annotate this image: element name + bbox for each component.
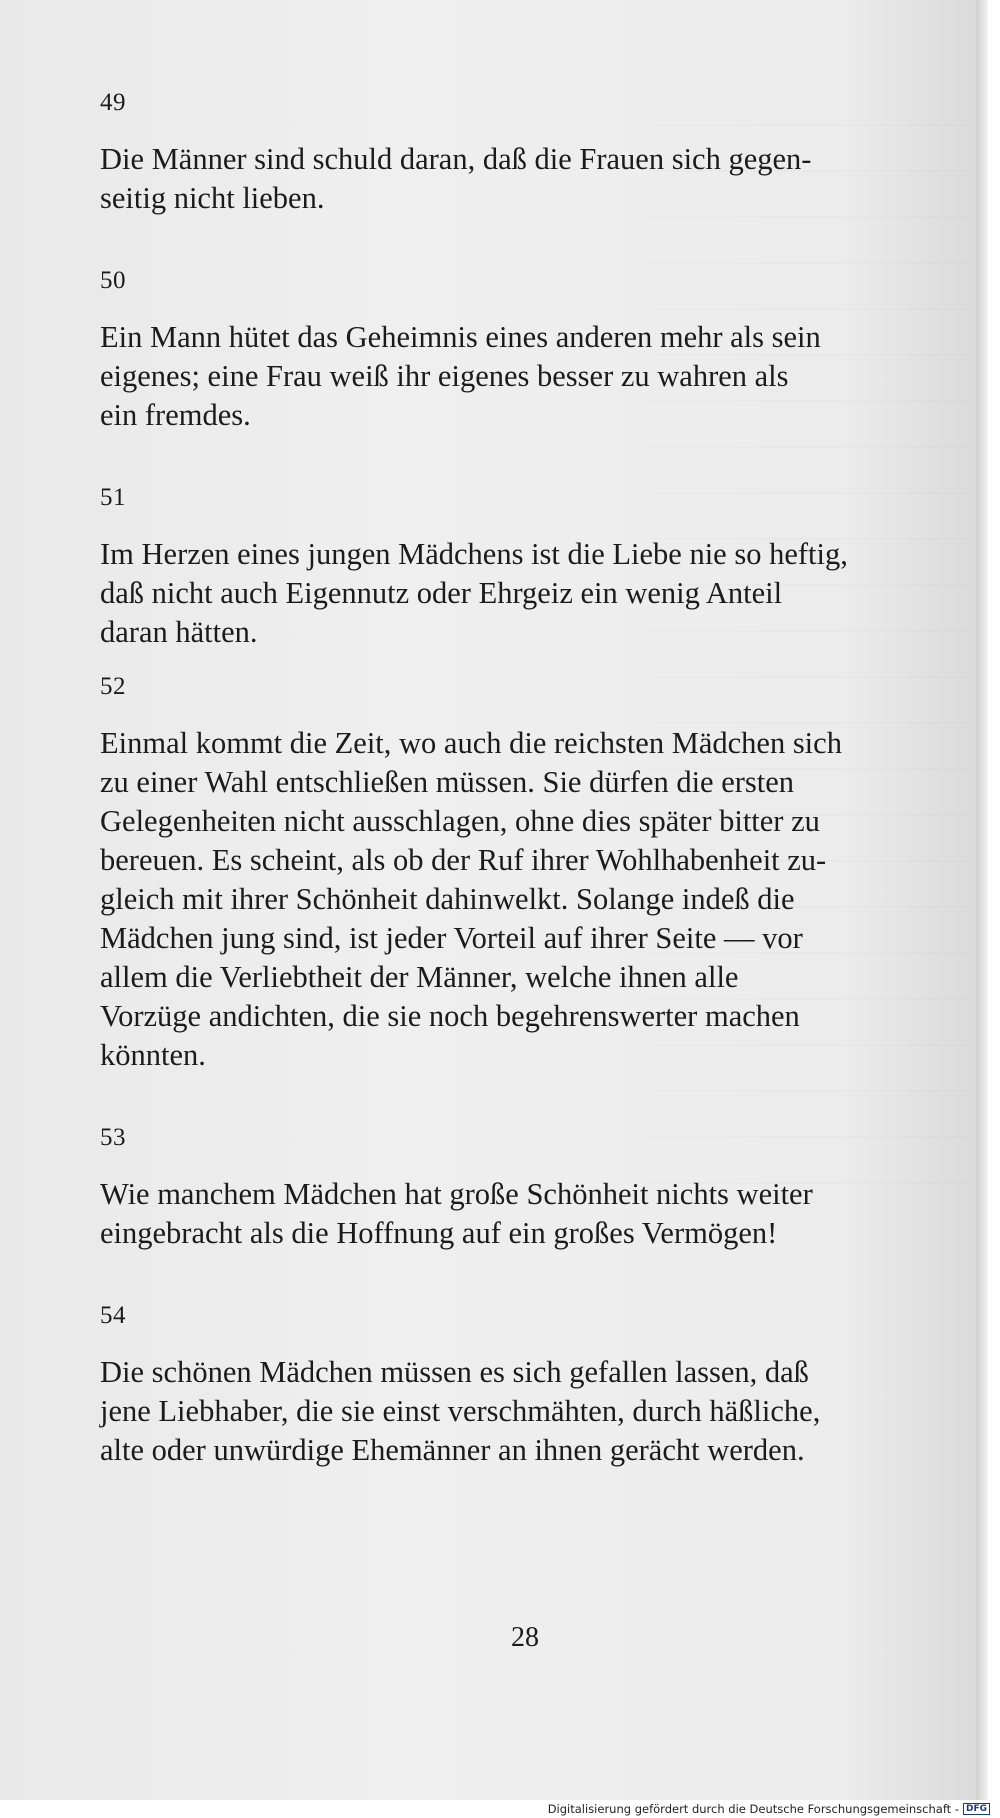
text-line: seitig nicht lieben. (100, 181, 325, 215)
text-line: zu einer Wahl entschließen müssen. Sie dürfen die ersten (100, 765, 795, 799)
aphorism-53 (100, 1123, 970, 1253)
text-line: daran hätten. (100, 615, 258, 649)
aphorism-51 (100, 483, 970, 652)
text-line: alte oder unwürdige Ehemänner an ihnen gerächt werden. (100, 1433, 805, 1467)
aphorism-52 (100, 672, 970, 1075)
text-line: Gelegenheiten nicht ausschlagen, ohne dies später bitter zu (100, 804, 820, 838)
text-line: könnten. (100, 1038, 206, 1072)
text-line: Die Männer sind schuld daran, daß die Frauen sich gegen- (100, 142, 812, 176)
aphorism-number: 54 (100, 1302, 126, 1329)
text-line: Wie manchem Mädchen hat große Schönheit nichts weiter (100, 1177, 813, 1211)
text-line: Im Herzen eines jungen Mädchens ist die Liebe nie so heftig, (100, 537, 848, 571)
text-line: Vorzüge andichten, die sie noch begehrenswerter machen (100, 999, 800, 1033)
aphorism-49 (100, 88, 970, 218)
aphorism-text (100, 1175, 970, 1253)
aphorism-text (100, 318, 970, 435)
aphorism-number: 51 (100, 484, 126, 511)
aphorism-number: 49 (100, 89, 126, 116)
aphorism-number: 53 (100, 1124, 126, 1151)
text-line: eingebracht als die Hoffnung auf ein großes Vermögen! (100, 1216, 778, 1250)
aphorism-text (100, 1353, 970, 1470)
text-line: gleich mit ihrer Schönheit dahinwelkt. Solange indeß die (100, 882, 795, 916)
text-line: allem die Verliebtheit der Männer, welche ihnen alle (100, 960, 739, 994)
page-number: 28 (511, 1622, 539, 1653)
text-line: Mädchen jung sind, ist jeder Vorteil auf ihrer Seite — vor (100, 921, 803, 955)
aphorism-text (100, 724, 970, 1075)
aphorism-50 (100, 266, 970, 435)
page-content (100, 88, 970, 1470)
credit-text: Digitalisierung gefördert durch die Deutsche Forschungsgemeinschaft - (547, 1802, 959, 1816)
text-line: Ein Mann hütet das Geheimnis eines anderen mehr als sein (100, 320, 821, 354)
digitization-credit (548, 1802, 990, 1816)
aphorism-number: 50 (100, 267, 126, 294)
text-line: eigenes; eine Frau weiß ihr eigenes besser zu wahren als (100, 359, 789, 393)
text-line: Einmal kommt die Zeit, wo auch die reichsten Mädchen sich (100, 726, 842, 760)
text-line: bereuen. Es scheint, als ob der Ruf ihrer Wohlhabenheit zu- (100, 843, 827, 877)
text-line: jene Liebhaber, die sie einst verschmähten, durch häßliche, (100, 1394, 821, 1428)
page-edge-shadow (976, 0, 988, 1800)
dfg-logo: DFG (963, 1803, 990, 1815)
aphorism-text (100, 535, 970, 652)
text-line: daß nicht auch Eigennutz oder Ehrgeiz ein wenig Anteil (100, 576, 783, 610)
aphorism-number: 52 (100, 673, 126, 700)
aphorism-54 (100, 1301, 970, 1470)
text-line: Die schönen Mädchen müssen es sich gefallen lassen, daß (100, 1355, 809, 1389)
aphorism-text (100, 140, 970, 218)
text-line: ein fremdes. (100, 398, 251, 432)
